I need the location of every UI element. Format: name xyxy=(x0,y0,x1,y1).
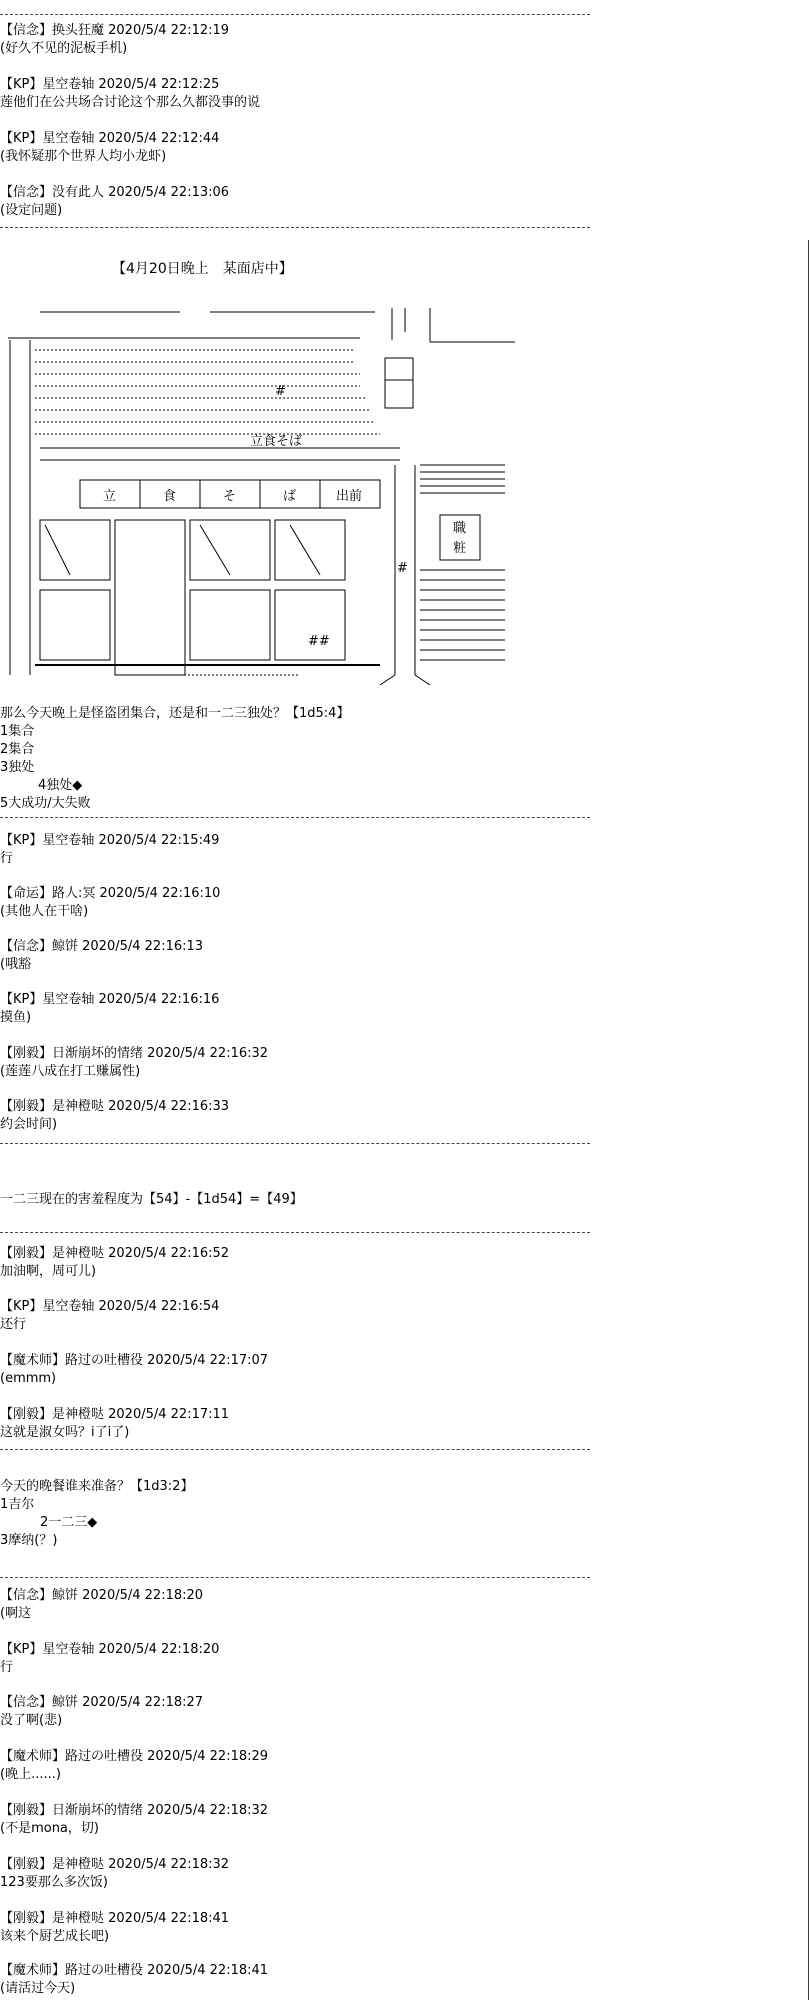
message-body: (莲莲八成在打工赚属性) xyxy=(0,1064,141,1079)
message-body: (设定问题) xyxy=(0,203,63,218)
art-mark: # xyxy=(275,384,286,399)
side-sign-char-2: 粧 xyxy=(453,541,467,556)
message-header: 【KP】星空卷轴 2020/5/4 22:16:54 xyxy=(0,1299,220,1314)
message-body: (其他人在干啥) xyxy=(0,904,89,919)
dice-result: 2一二三◆ xyxy=(40,1515,98,1530)
message-body: 123要那么多次饭) xyxy=(0,1875,108,1890)
dice-result: 4独处◆ xyxy=(38,778,83,793)
message-header: 【刚毅】日渐崩坏的情绪 2020/5/4 22:18:32 xyxy=(0,1803,269,1818)
message-body: (啊这 xyxy=(0,1606,32,1621)
message-header: 【刚毅】日渐崩坏的情绪 2020/5/4 22:16:32 xyxy=(0,1046,269,1061)
message-header: 【KP】星空卷轴 2020/5/4 22:12:25 xyxy=(0,77,220,92)
art-mark: ## xyxy=(308,634,330,649)
message-header: 【命运】路人:冥 2020/5/4 22:16:10 xyxy=(0,886,221,901)
dice-option: 1吉尔 xyxy=(0,1497,35,1512)
message-body: 行 xyxy=(0,851,14,866)
message-body: 行 xyxy=(0,1660,14,1675)
divider xyxy=(0,227,590,228)
message-header: 【刚毅】是神橙哒 2020/5/4 22:18:32 xyxy=(0,1857,230,1872)
divider xyxy=(0,817,590,818)
message-body: 约会时间) xyxy=(0,1117,58,1132)
message-body: (请活过今天) xyxy=(0,1981,76,1996)
message-header: 【信念】鲸饼 2020/5/4 22:18:27 xyxy=(0,1695,204,1710)
message-body: (哦豁 xyxy=(0,957,32,972)
message-body: 没了啊(悲) xyxy=(0,1713,63,1728)
message-body: 摸鱼) xyxy=(0,1010,32,1025)
message-header: 【魔术师】路过の吐槽役 2020/5/4 22:18:41 xyxy=(0,1963,269,1978)
divider xyxy=(0,1577,590,1578)
shop-sign-text: 立食そば xyxy=(250,434,303,449)
message-header: 【刚毅】是神橙哒 2020/5/4 22:18:41 xyxy=(0,1911,230,1926)
message-header: 【信念】换头狂魔 2020/5/4 22:12:19 xyxy=(0,23,230,38)
message-header: 【KP】星空卷轴 2020/5/4 22:18:20 xyxy=(0,1642,220,1657)
message-header: 【信念】鲸饼 2020/5/4 22:18:20 xyxy=(0,1588,204,1603)
dice-question: 那么今天晚上是怪盗团集合，还是和一二三独处？【1d5:4】 xyxy=(0,706,350,721)
banner-char-5: 出前 xyxy=(336,489,363,504)
message-header: 【KP】星空卷轴 2020/5/4 22:12:44 xyxy=(0,131,220,146)
scene-title: 【4月20日晚上 某面店中】 xyxy=(112,261,293,277)
message-body: (我怀疑那个世界人均小龙虾) xyxy=(0,149,167,164)
divider xyxy=(0,14,590,15)
message-header: 【信念】没有此人 2020/5/4 22:13:06 xyxy=(0,185,230,200)
dice-option: 5大成功/大失败 xyxy=(0,796,91,811)
message-header: 【魔术师】路过の吐槽役 2020/5/4 22:17:07 xyxy=(0,1353,269,1368)
message-body: (emmm) xyxy=(0,1371,57,1386)
message-body: (好久不见的泥板手机) xyxy=(0,41,128,56)
banner-char-3: そ xyxy=(223,489,237,504)
message-body: (不是mona，切) xyxy=(0,1821,99,1836)
banner-char-2: 食 xyxy=(163,489,177,504)
message-body: 这就是淑女吗？i了i了) xyxy=(0,1425,130,1440)
message-header: 【刚毅】是神橙哒 2020/5/4 22:16:52 xyxy=(0,1246,230,1261)
noodle-shop-illustration xyxy=(0,300,520,685)
message-header: 【魔术师】路过の吐槽役 2020/5/4 22:18:29 xyxy=(0,1749,269,1764)
message-body: 还行 xyxy=(0,1317,27,1332)
divider xyxy=(0,1449,590,1450)
message-body: 该来个厨艺成长吧) xyxy=(0,1929,110,1944)
message-body: (晚上......) xyxy=(0,1767,61,1782)
dice-option: 3独处 xyxy=(0,760,35,775)
message-header: 【KP】星空卷轴 2020/5/4 22:15:49 xyxy=(0,833,220,848)
dice-option: 2集合 xyxy=(0,742,35,757)
divider xyxy=(0,1232,590,1233)
shame-roll: 一二三现在的害羞程度为【54】-【1d54】=【49】 xyxy=(0,1192,303,1207)
banner-char-1: 立 xyxy=(103,489,117,504)
message-header: 【刚毅】是神橙哒 2020/5/4 22:16:33 xyxy=(0,1099,230,1114)
message-header: 【刚毅】是神橙哒 2020/5/4 22:17:11 xyxy=(0,1407,230,1422)
divider xyxy=(0,1143,590,1144)
banner-char-4: ば xyxy=(283,489,297,504)
art-mark: # xyxy=(397,561,408,576)
side-sign-char-1: 職 xyxy=(453,521,467,536)
dice-option: 3摩纳(？) xyxy=(0,1533,58,1548)
message-header: 【KP】星空卷轴 2020/5/4 22:16:16 xyxy=(0,992,220,1007)
message-header: 【信念】鲸饼 2020/5/4 22:16:13 xyxy=(0,939,204,954)
message-body: 莲他们在公共场合讨论这个那么久都没事的说 xyxy=(0,95,261,110)
dice-question: 今天的晚餐谁来准备？【1d3:2】 xyxy=(0,1479,194,1494)
message-body: 加油啊，周可儿) xyxy=(0,1264,97,1279)
dice-option: 1集合 xyxy=(0,724,35,739)
page-edge-line xyxy=(808,240,809,2000)
